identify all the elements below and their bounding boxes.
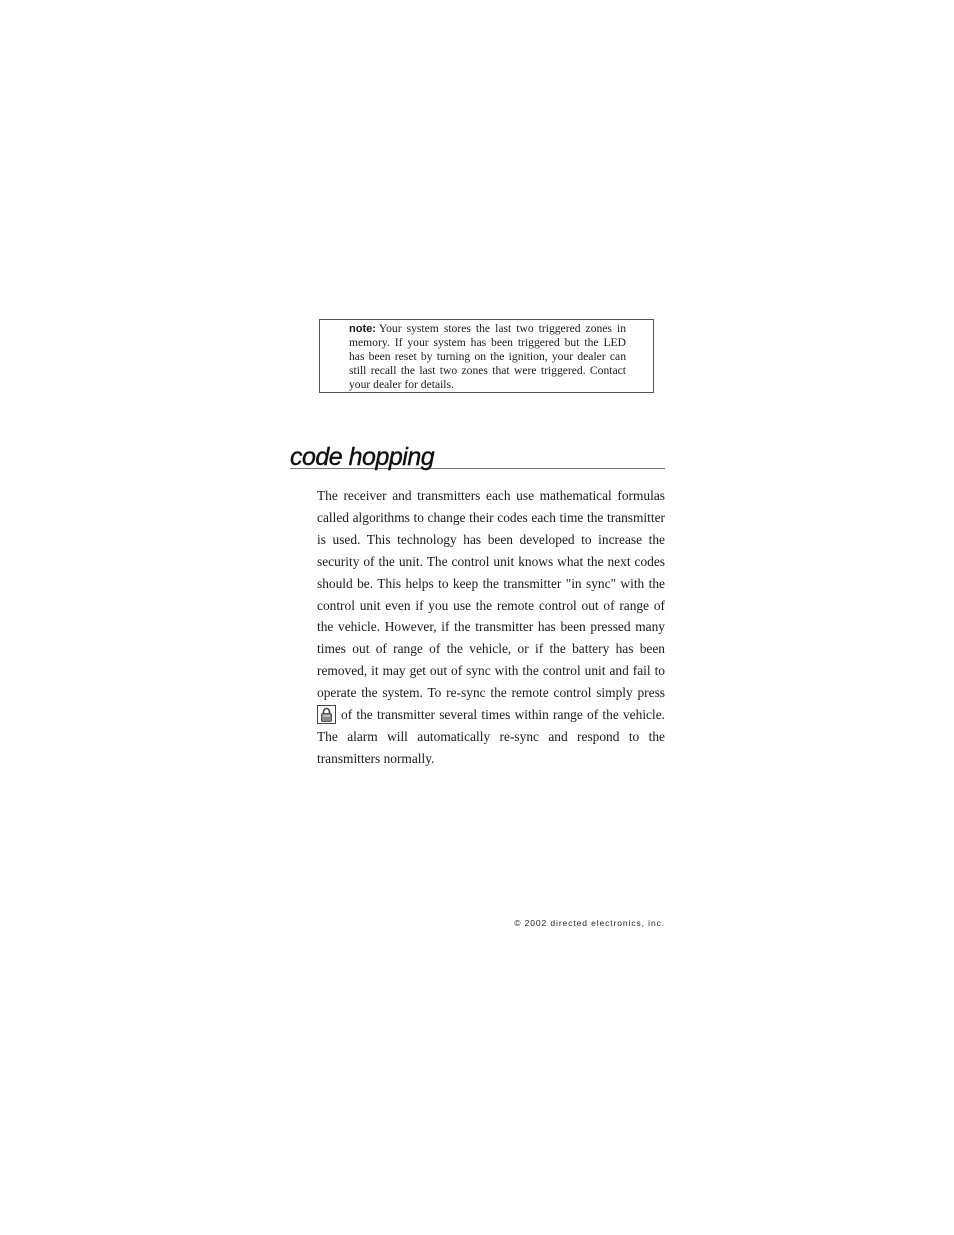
- note-box: [319, 319, 654, 393]
- note-body: Your system stores the last two triggered zones in memory. If your system has been triggered but the LED has been reset by turning on the ignition, your dealer can still recall the last two zones that were triggered. Contact your dealer for details.: [349, 322, 626, 391]
- lock-button-icon: [317, 705, 336, 724]
- body-paragraph: [317, 485, 665, 770]
- note-label: note:: [349, 323, 376, 335]
- footer-copyright: © 2002 directed electronics, inc.: [514, 918, 665, 928]
- section-title: code hopping: [290, 443, 435, 471]
- section-heading: [290, 440, 665, 469]
- lock-icon: [321, 707, 332, 722]
- note-text: [349, 322, 626, 392]
- paragraph-text-before: The receiver and transmitters each use mathematical formulas called algorithms to change their codes each time the transmitter is used. This technology has been developed to increase the security of the unit. The control unit knows what the next codes should be. This helps to keep the transmitter "in sync" with the control unit even if you use the remote control out of range of the vehicle. However, if the transmitter has been pressed many times out of range of the vehicle, or if the battery has been removed, it may get out of sync with the control unit and fail to operate the system. To re-sync the remote control simply press: [317, 488, 665, 701]
- paragraph-text-after: of the transmitter several times within range of the vehicle. The alarm will automatically re-sync and respond to the transmitters normally.: [317, 707, 665, 766]
